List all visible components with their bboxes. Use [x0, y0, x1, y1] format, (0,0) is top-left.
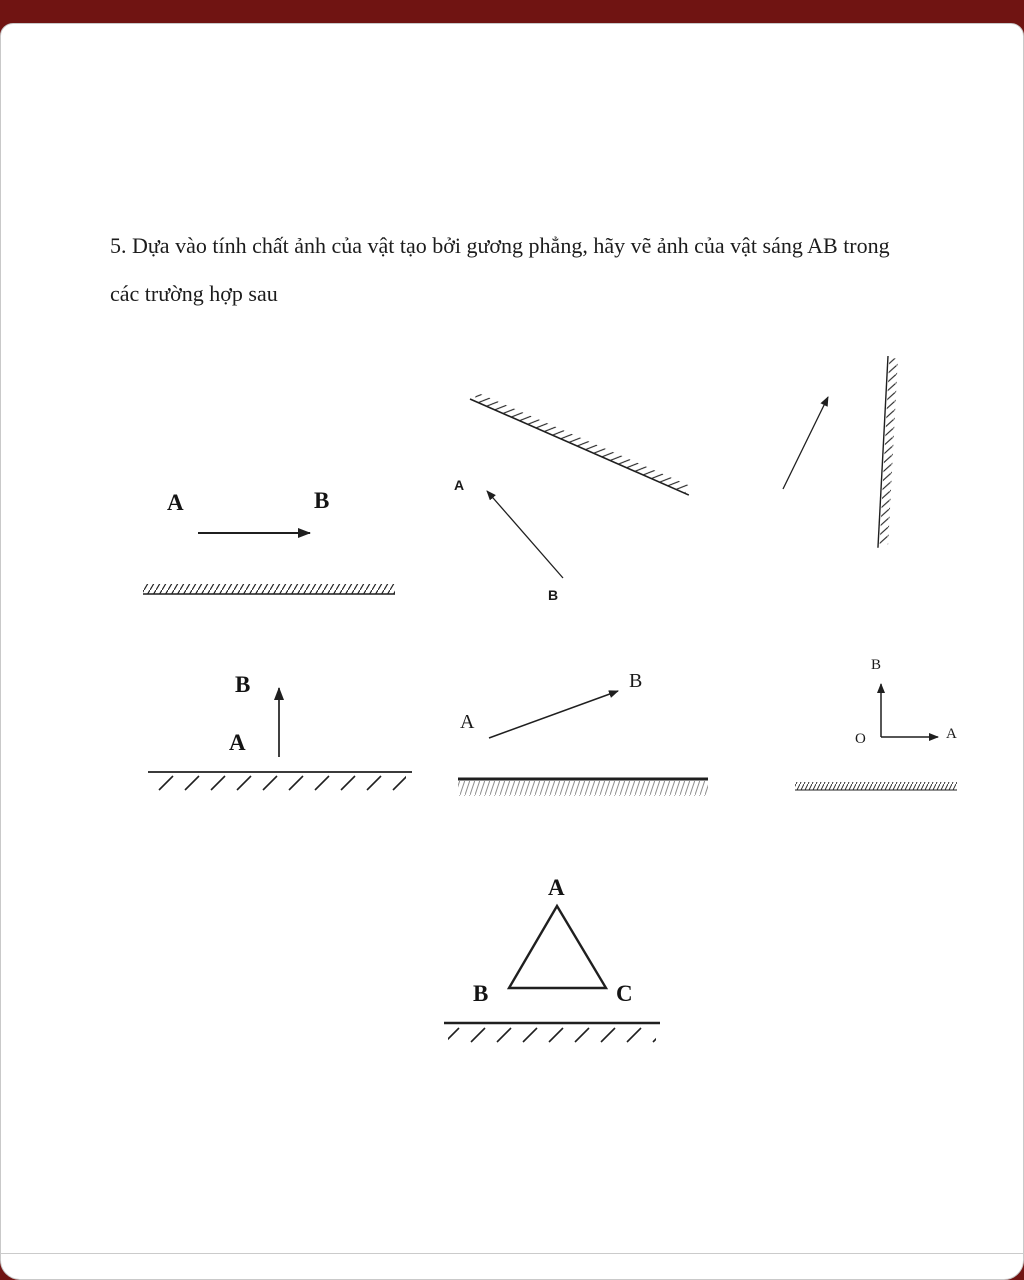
mirror-hatching: [143, 584, 395, 594]
problem-line-1: 5. Dựa vào tính chất ảnh của vật tạo bởi gương phẳng, hãy vẽ ảnh của vật sáng AB trong: [110, 233, 890, 258]
label-A: A: [229, 730, 246, 755]
diagram-slanted-mirror-arrow: [454, 391, 692, 603]
mirror-hatching: [448, 1026, 656, 1044]
label-A: A: [548, 875, 565, 900]
diagram-triangle-mirror: [444, 875, 660, 1044]
label-A: A: [460, 711, 475, 733]
label-O: O: [855, 731, 866, 747]
mirror-hatching: [474, 392, 689, 493]
mirror-line: [470, 399, 689, 495]
label-C: C: [616, 981, 633, 1006]
mirror-hatching: [795, 782, 957, 790]
label-B: B: [235, 672, 251, 697]
object-arrow: [489, 691, 618, 738]
label-B: B: [629, 670, 643, 692]
object-arrow: [487, 491, 563, 578]
label-B: B: [548, 587, 559, 603]
label-A: A: [454, 477, 465, 493]
diagram-horizontal-arrow-mirror: [143, 488, 395, 594]
mirror: [878, 356, 898, 548]
label-A: A: [167, 490, 184, 515]
object-triangle: [509, 906, 606, 988]
label-B: B: [473, 981, 489, 1006]
diagram-slanted-arrow-mirror: [458, 670, 708, 796]
label-B: B: [314, 488, 330, 513]
object-arrow: [783, 397, 828, 489]
diagram-vertical-mirror-arrow: [783, 356, 898, 548]
mirror-hatching: [151, 774, 406, 792]
diagram-vertical-arrow-mirror: [148, 672, 412, 792]
mirror-hatching: [458, 781, 708, 796]
label-A: A: [946, 726, 957, 742]
problem-line-2: các trường hợp sau: [110, 281, 278, 306]
diagram-perpendicular-arrows-mirror: [795, 657, 957, 790]
label-B: B: [871, 657, 882, 673]
mirror: [470, 391, 692, 495]
